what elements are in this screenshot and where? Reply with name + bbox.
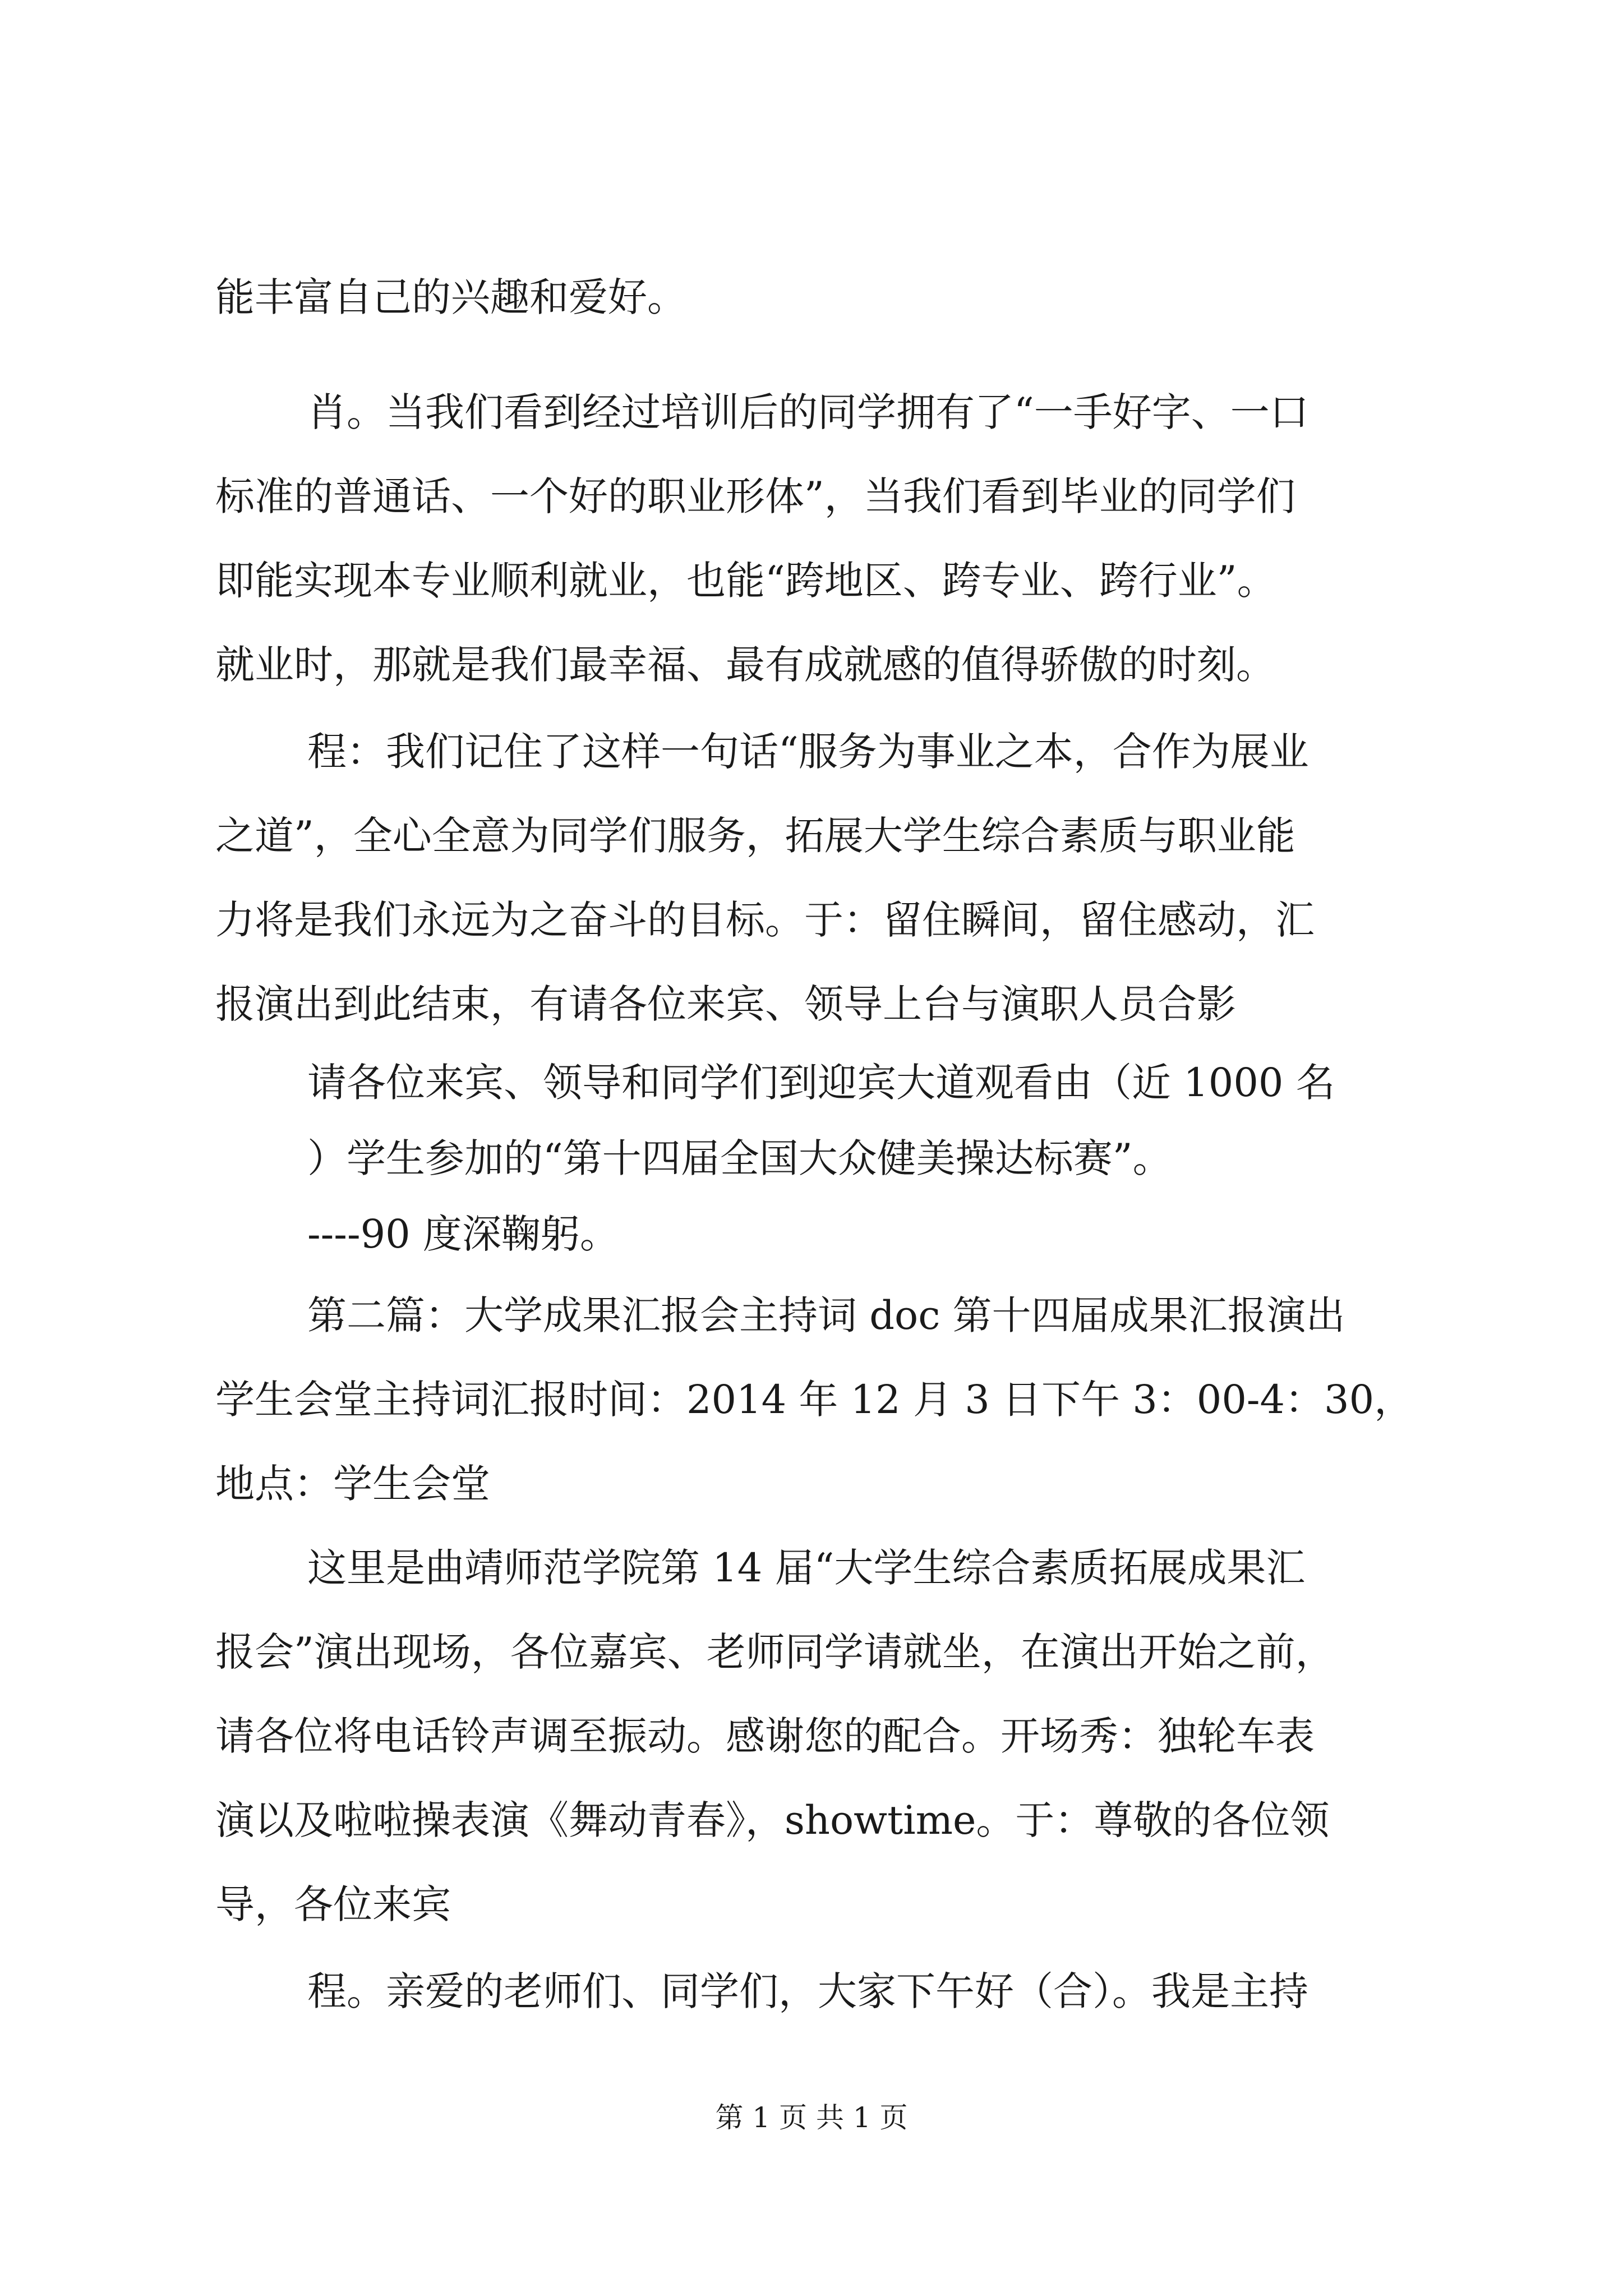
- text-line: 能丰富自己的兴趣和爱好。: [215, 274, 686, 320]
- page-footer: 第 1 页 共 1 页: [715, 2101, 908, 2134]
- text-line: 程。亲爱的老师们、同学们，大家下午好（合）。我是主持: [307, 1968, 1308, 2014]
- text-line: 力将是我们永远为之奋斗的目标。于：留住瞬间，留住感动，汇: [215, 897, 1315, 943]
- text-line: 演以及啦啦操表演《舞动青春》，showtime。于：尊敬的各位领: [215, 1797, 1330, 1843]
- text-line: 地点：学生会堂: [215, 1461, 490, 1507]
- text-line: 学生会堂主持词汇报时间：2014 年 12 月 3 日下午 3：00-4：30，: [215, 1377, 1414, 1423]
- text-line: 就业时，那就是我们最幸福、最有成就感的值得骄傲的时刻。: [215, 642, 1275, 688]
- text-line: 程：我们记住了这样一句话“服务为事业之本，合作为展业: [307, 729, 1309, 775]
- text-line: 第二篇：大学成果汇报会主持词 doc 第十四届成果汇报演出: [307, 1292, 1345, 1338]
- text-line: 报会”演出现场，各位嘉宾、老师同学请就坐，在演出开始之前，: [215, 1629, 1335, 1675]
- text-line: 这里是曲靖师范学院第 14 届“大学生综合素质拓展成果汇: [307, 1545, 1306, 1591]
- text-line: 请各位将电话铃声调至振动。感谢您的配合。开场秀：独轮车表: [215, 1713, 1315, 1759]
- text-line: 标准的普通话、一个好的职业形体”，当我们看到毕业的同学们: [215, 473, 1295, 519]
- text-line: ----90 度深鞠躬。: [307, 1211, 619, 1257]
- text-line: 导，各位来宾: [215, 1881, 451, 1927]
- text-line: ）学生参加的“第十四届全国大众健美操达标赛”。: [307, 1135, 1172, 1181]
- text-line: 即能实现本专业顺利就业，也能“跨地区、跨专业、跨行业”。: [215, 558, 1276, 604]
- text-line: 肖。当我们看到经过培训后的同学拥有了“一手好字、一口: [307, 389, 1309, 435]
- text-line: 报演出到此结束，有请各位来宾、领导上台与演职人员合影: [215, 981, 1236, 1027]
- text-line: 之道”，全心全意为同学们服务，拓展大学生综合素质与职业能: [215, 813, 1295, 859]
- text-line: 请各位来宾、领导和同学们到迎宾大道观看由（近 1000 名: [307, 1060, 1335, 1106]
